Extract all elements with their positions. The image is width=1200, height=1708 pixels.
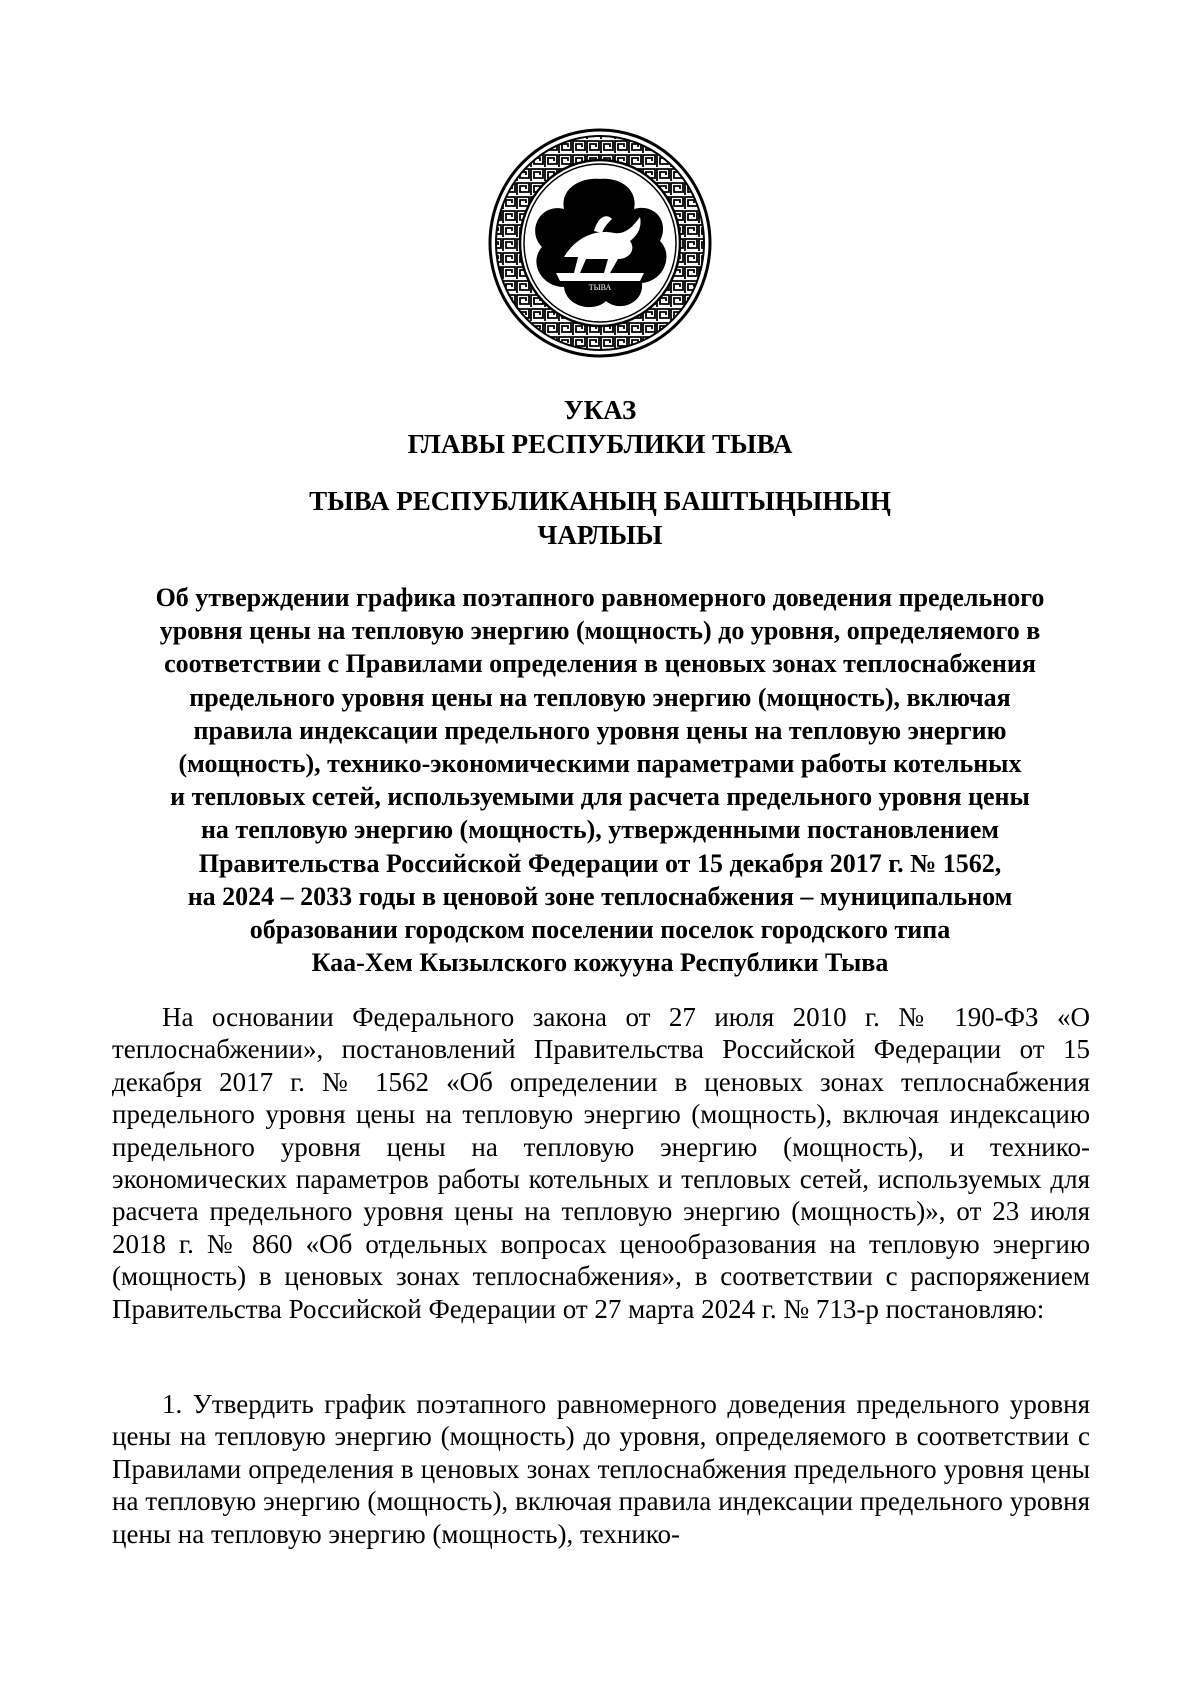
paragraph-text: 1. Утвердить график поэтапного равномерного доведения предельного уровня цены на тепловую энергию (мощность) до уровня, определяемого в соответствии с Правилами определения в ценовых зонах теплоснабжения предельного уровня цены на тепловую энергию (мощность), включая правила индексации предельного уровня цены на тепловую энергию (мощность), технико- — [112, 1389, 1090, 1549]
subject-line: соответствии с Правилами определения в ценовых зонах теплоснабжения — [164, 649, 1036, 679]
subject-line: Правительства Российской Федерации от 15 декабря 2017 г. № 1562, — [198, 848, 1002, 878]
subject-line: предельного уровня цены на тепловую энергию (мощность), включая — [189, 682, 1011, 712]
subject-line: образовании городском поселении поселок городского типа — [249, 915, 951, 945]
svg-text:ТЫВА: ТЫВА — [588, 283, 612, 292]
subject-line: на 2024 – 2033 годы в ценовой зоне теплоснабжения – муниципальном — [187, 881, 1013, 911]
subject-line: (мощность), технико-экономическими параметрами работы котельных — [178, 749, 1022, 779]
decree-subject — [118, 581, 1082, 979]
subject-line: и тепловых сетей, используемыми для расчета предельного уровня цены — [170, 782, 1030, 812]
subject-line: Каа-Хем Кызылского кожууна Республики Тыва — [311, 948, 889, 978]
body-paragraph-item-1 — [112, 1388, 1090, 1550]
subject-line: Об утверждении графика поэтапного равномерного доведения предельного — [155, 583, 1045, 612]
title-line: ТЫВА РЕСПУБЛИКАНЫҢ БАШТЫҢЫНЫҢ — [309, 486, 891, 516]
decree-title — [100, 393, 1100, 461]
tuva-coat-of-arms-icon — [488, 126, 712, 360]
subject-line: правила индексации предельного уровня цены на тепловую энергию — [193, 715, 1007, 745]
paragraph-text: На основании Федерального закона от 27 июля 2010 г. № 190-ФЗ «О теплоснабжении», постановлений Правительства Российской Федерации от 15 декабря 2017 г. № 1562 «Об определении в ценовых зонах теплоснабжения предельного уровня цены на тепловую энергию (мощность), включая индексацию предельного уровня цены на тепловую энергию (мощность), и технико-экономических параметров работы котельных и тепловых сетей, используемых для расчета предельного уровня цены на тепловую энергию (мощность)», от 23 июля 2018 г. № 860 «Об отдельных вопросах ценообразования на тепловую энергию (мощность) в ценовых зонах теплоснабжения», в соответствии с распоряжением Правительства Российской Федерации от 27 марта 2024 г. № 713-р постановляю: — [112, 1002, 1090, 1324]
title-line: УКАЗ — [563, 395, 637, 425]
title-line: ЧАРЛЫЫ — [537, 520, 663, 550]
body-paragraph-preamble — [112, 1001, 1090, 1325]
title-line: ГЛАВЫ РЕСПУБЛИКИ ТЫВА — [407, 429, 793, 459]
subject-line: на тепловую энергию (мощность), утвержденными постановлением — [200, 815, 1000, 845]
decree-title-tuvan — [100, 484, 1100, 552]
subject-line: уровня цены на тепловую энергию (мощность) до уровня, определяемого в — [159, 616, 1041, 646]
